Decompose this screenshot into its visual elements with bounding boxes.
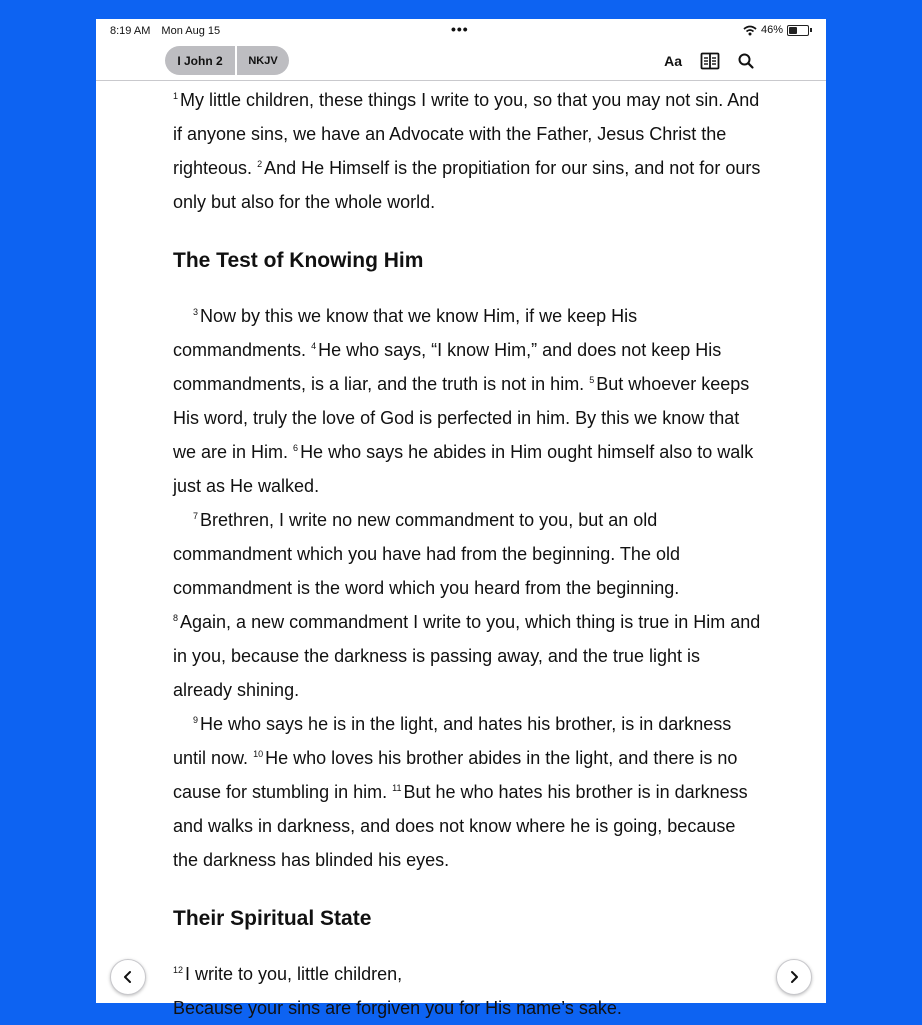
reader-toolbar [96, 43, 826, 81]
verse-number[interactable]: 4 [311, 341, 317, 351]
verse-number[interactable]: 1 [173, 91, 179, 101]
verse-text: He who loves his brother abides in the light, and there is no cause for stumbling in him. [173, 748, 738, 802]
text-settings-button[interactable]: Aa [664, 53, 682, 69]
next-chapter-button[interactable] [776, 959, 812, 995]
chevron-left-icon [122, 970, 134, 984]
verse-number[interactable]: 7 [193, 511, 199, 521]
search-icon[interactable] [738, 51, 754, 71]
chevron-right-icon [788, 970, 800, 984]
version-button[interactable]: NKJV [248, 54, 278, 67]
verse-number[interactable]: 2 [257, 159, 263, 169]
paragraph [173, 957, 763, 991]
verse-text: He who says he abides in Him ought himself also to walk just as He walked. [173, 442, 754, 496]
status-left [110, 25, 228, 37]
status-time: 8:19 AM [110, 25, 151, 37]
verse-number[interactable]: 5 [589, 375, 595, 385]
verse-text: Now by this we know that we know Him, if we keep His commandments. [173, 306, 638, 360]
paragraph [173, 83, 763, 219]
verse-number[interactable]: 9 [193, 715, 199, 725]
book-chapter-button[interactable]: I John 2 [165, 46, 237, 75]
status-date: Mon Aug 15 [161, 25, 221, 37]
verse-number[interactable]: 3 [193, 307, 199, 317]
verse-text: But he who hates his brother is in darkness and walks in darkness, and does not know where he is going, because the darkness has blinded his eyes. [173, 782, 748, 870]
paragraph [173, 605, 763, 707]
section-heading: Their Spiritual State [173, 907, 372, 930]
verse-text: My little children, these things I write to you, so that you may not sin. And if anyone sins, we have an Advocate with the Father, Jesus Christ the righteous. [173, 90, 760, 178]
status-bar [96, 19, 826, 43]
verse-text: He who says, “I know Him,” and does not keep His commandments, is a liar, and the truth is not in him. [173, 340, 722, 394]
passage-selector [165, 46, 289, 75]
paragraph [173, 707, 763, 877]
verse-text: Because your sins are forgiven you for His name’s sake. [173, 998, 622, 1018]
verse-text: And He Himself is the propitiation for our sins, and not for ours only but also for the whole world. [173, 158, 761, 212]
parallel-bible-icon[interactable] [700, 51, 720, 71]
verse-text: But whoever keeps His word, truly the love of God is perfected in him. By this we know that we are in Him. [173, 374, 750, 462]
toolbar-actions [664, 51, 754, 71]
status-right [743, 24, 812, 36]
battery-percent: 46% [760, 24, 783, 36]
paragraph [173, 503, 763, 605]
verse-number[interactable]: 6 [293, 443, 299, 453]
verse-text: I write to you, little children, [185, 964, 403, 984]
wifi-icon [743, 25, 757, 36]
multitasking-dots[interactable]: ••• [451, 21, 469, 37]
verse-text: Again, a new commandment I write to you, which thing is true in Him and in you, because the darkness is passing away, and the true light is already shining. [173, 612, 761, 700]
verse-text: Brethren, I write no new commandment to you, but an old commandment which you have had from the beginning. The old commandment is the word which you heard from the beginning. [173, 510, 680, 598]
battery-tip [810, 28, 812, 32]
verse-text: He who says he is in the light, and hates his brother, is in darkness until now. [173, 714, 732, 768]
section-heading: The Test of Knowing Him [173, 249, 424, 272]
verse-number[interactable]: 10 [253, 749, 264, 759]
ipad-screen [96, 19, 826, 1018]
verse-number[interactable]: 11 [392, 783, 402, 793]
battery-icon [787, 25, 809, 36]
paragraph [173, 991, 763, 1025]
verse-number[interactable]: 12 [173, 965, 184, 975]
previous-chapter-button[interactable] [110, 959, 146, 995]
verse-number[interactable]: 8 [173, 613, 179, 623]
paragraph [173, 299, 763, 503]
passage-content [173, 83, 763, 1025]
